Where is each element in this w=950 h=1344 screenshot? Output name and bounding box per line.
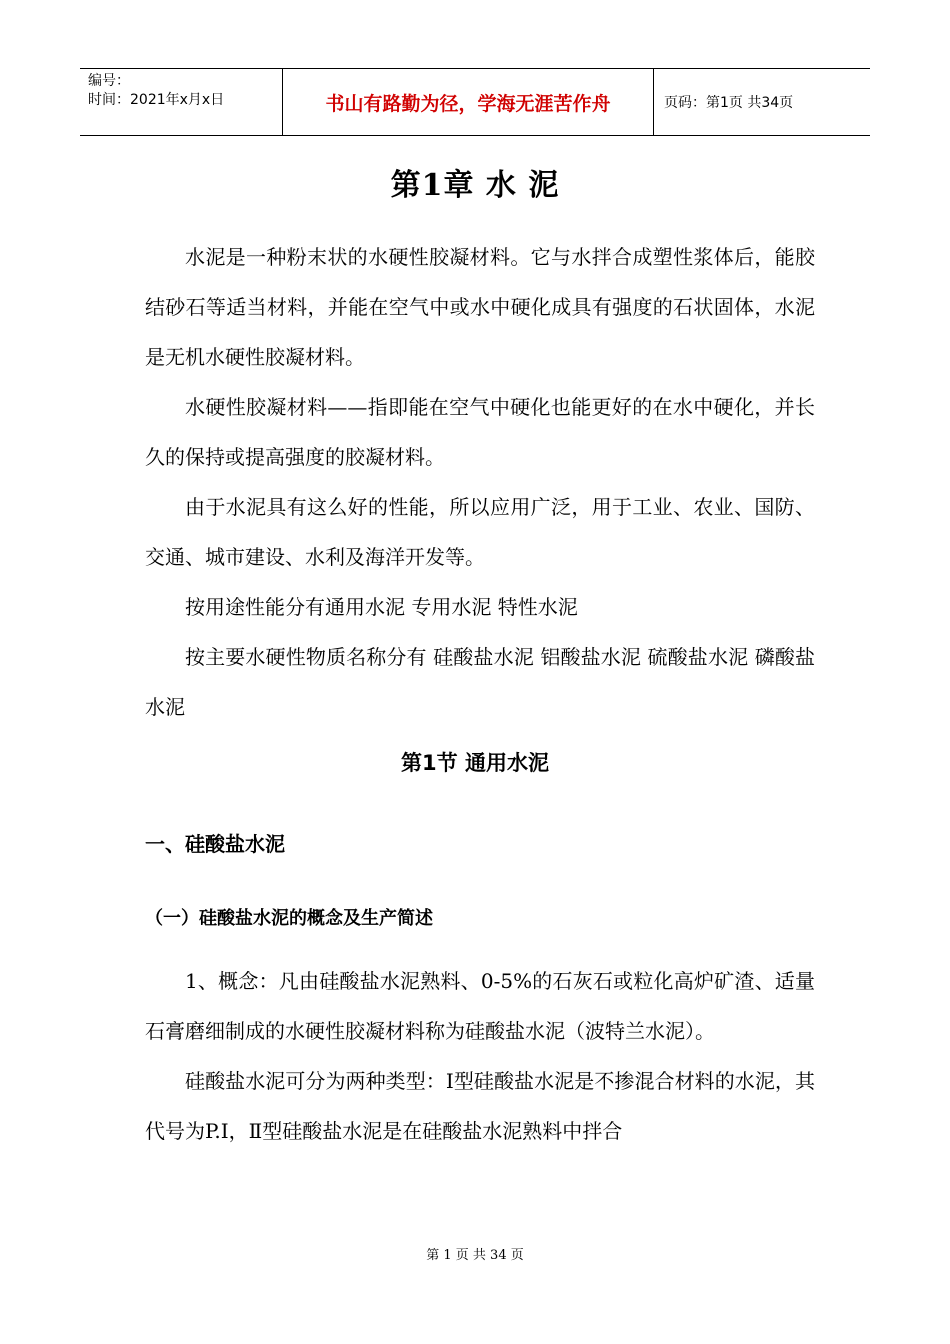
paragraph: 1、概念：凡由硅酸盐水泥熟料、0-5%的石灰石或粒化高炉矿渣、适量石膏磨细制成的水硬性胶凝材料称为硅酸盐水泥（波特兰水泥）。 [145, 969, 815, 1043]
paragraph: 硅酸盐水泥可分为两种类型：Ⅰ型硅酸盐水泥是不掺混合材料的水泥，其代号为P.I，Ⅱ型硅酸盐水泥是在硅酸盐水泥熟料中拌合 [145, 1069, 815, 1143]
header-page-info: 页码：第1页 共34页 [664, 95, 794, 111]
subsection-title: 一、硅酸盐水泥 [145, 832, 285, 856]
subsubsection-title: （一）硅酸盐水泥的概念及生产简述 [145, 908, 433, 929]
time-label: 时间：2021年x月x日 [88, 92, 225, 108]
paragraph: 按用途性能分有通用水泥 专用水泥 特性水泥 [185, 595, 578, 619]
paragraph: 水硬性胶凝材料——指即能在空气中硬化也能更好的在水中硬化，并长久的保持或提高强度的胶凝材料。 [145, 395, 815, 469]
paragraph: 由于水泥具有这么好的性能，所以应用广泛，用于工业、农业、国防、交通、城市建设、水利及海洋开发等。 [145, 495, 815, 569]
header-motto: 书山有路勤为径，学海无涯苦作舟 [282, 69, 654, 135]
header-meta [80, 69, 282, 135]
page-footer: 第 1 页 共 34 页 [426, 1248, 524, 1263]
number-label: 编号： [88, 73, 130, 89]
section-title: 第1节 通用水泥 [401, 751, 549, 775]
chapter-title: 第1章 水 泥 [390, 168, 560, 203]
document-header [80, 68, 870, 136]
paragraph: 水泥是一种粉末状的水硬性胶凝材料。它与水拌合成塑性浆体后，能胶结砂石等适当材料，并能在空气中或水中硬化成具有强度的石状固体，水泥是无机水硬性胶凝材料。 [145, 245, 815, 369]
paragraph: 按主要水硬性物质名称分有 硅酸盐水泥 铝酸盐水泥 硫酸盐水泥 磷酸盐水泥 [145, 645, 815, 719]
intro-content [145, 232, 815, 732]
body-content [145, 956, 815, 1156]
